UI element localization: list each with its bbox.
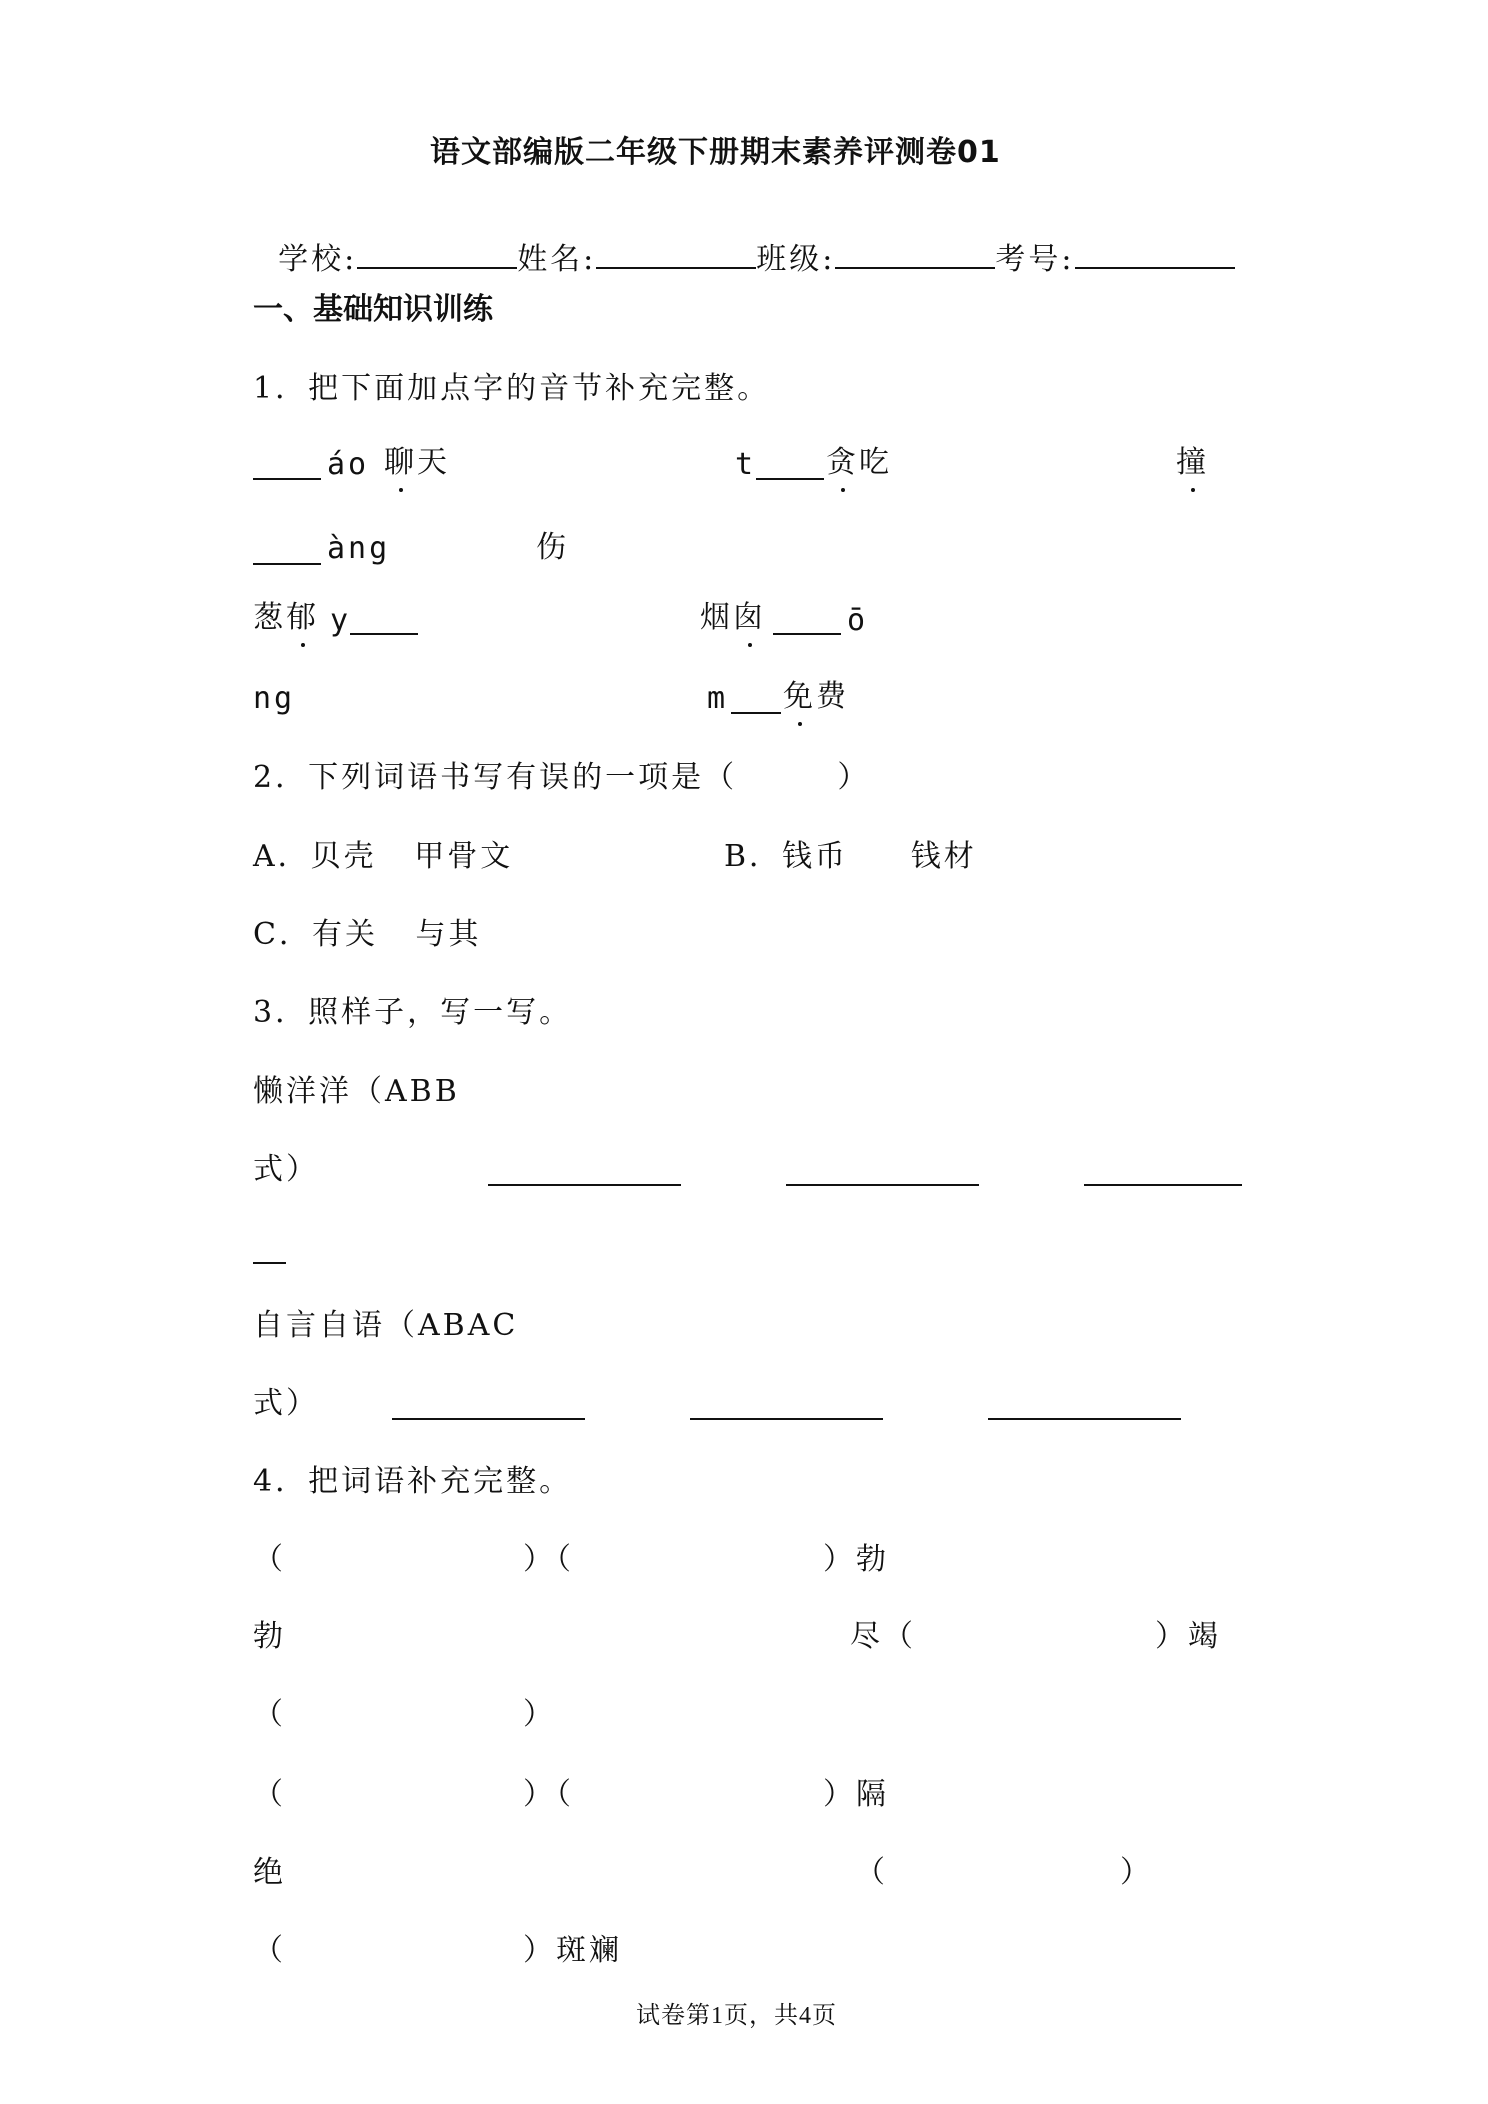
q4-w4-rparen: ） — [1120, 1855, 1153, 1890]
q2-option-a[interactable]: A．贝壳 甲骨文 — [253, 839, 514, 874]
q3-abb-blank-3-wrap[interactable] — [253, 1262, 286, 1264]
q3-example-abb: 懒洋洋（ABB — [253, 1074, 460, 1109]
dotted-char: 贪 — [826, 445, 859, 480]
q1-blank-f[interactable] — [731, 712, 781, 714]
q3-abac-blank-2[interactable] — [690, 1418, 883, 1420]
q1-word-b — [826, 445, 892, 480]
q1-word-d — [253, 600, 319, 635]
plain-char: 烟 — [700, 600, 733, 635]
name-field[interactable] — [596, 245, 756, 269]
plain-char: 葱 — [253, 600, 286, 635]
q4-w3-lparen: （ — [253, 1777, 286, 1812]
q1-pinyin-a: áo — [327, 447, 370, 482]
section-heading: 一、基础知识训练 — [253, 292, 493, 327]
dotted-char: 撞 — [1176, 445, 1209, 480]
dotted-char: 囱 — [733, 600, 766, 635]
q1-blank-b[interactable] — [756, 478, 824, 480]
q4-w1-char2: 勃 — [253, 1619, 286, 1654]
q3-example-abb-suffix: 式） — [253, 1152, 319, 1187]
q1-word-f — [783, 679, 849, 714]
q1-pinyin-d: y — [330, 603, 352, 638]
q1-prefix-b: t — [735, 447, 757, 482]
exam-no-field[interactable] — [1075, 245, 1235, 269]
q4-w5-lparen: （ — [253, 1933, 286, 1968]
q2-option-b[interactable]: B．钱币 钱材 — [724, 839, 977, 874]
dotted-char: 聊 — [384, 445, 417, 480]
page-title: 语文部编版二年级下册期末素养评测卷01 — [430, 135, 1001, 170]
q1-blank-d[interactable] — [350, 633, 418, 635]
q1-blank-c[interactable] — [253, 563, 321, 565]
q3-example-abac-suffix: 式） — [253, 1386, 319, 1421]
q1-pinyin-e2: ng — [253, 681, 296, 716]
q2-stem: 2．下列词语书写有误的一项是（ ） — [253, 760, 871, 795]
plain-char: 费 — [816, 679, 849, 714]
student-info-row — [253, 215, 1235, 275]
plain-char: 吃 — [859, 445, 892, 480]
q4-w4-lparen: （ — [855, 1855, 888, 1890]
q4-w3-char2: 绝 — [253, 1855, 286, 1890]
q4-w2-start: 尽（ — [850, 1619, 916, 1654]
name-label: 姓名: — [517, 242, 597, 277]
q1-stem: 1．把下面加点字的音节补充完整。 — [253, 371, 771, 406]
q3-abb-blank-3[interactable] — [1084, 1184, 1242, 1186]
q3-example-abac: 自言自语（ABAC — [253, 1308, 519, 1343]
q1-word-e — [700, 600, 766, 635]
q4-stem: 4．把词语补充完整。 — [253, 1464, 573, 1499]
q2-option-c[interactable]: C．有关 与其 — [253, 917, 482, 952]
class-field[interactable] — [835, 245, 995, 269]
q1-blank-a[interactable] — [253, 478, 321, 480]
class-label: 班级: — [756, 242, 836, 277]
q4-w3-mid: ）（ — [523, 1777, 574, 1812]
dotted-char: 郁 — [286, 600, 319, 635]
q1-char-c2: 伤 — [536, 530, 569, 565]
school-label: 学校: — [278, 242, 358, 277]
q3-stem: 3．照样子，写一写。 — [253, 995, 573, 1030]
q3-abac-blank-1[interactable] — [392, 1418, 585, 1420]
q4-w3-end: ）隔 — [823, 1777, 889, 1812]
exam-no-label: 考号: — [995, 242, 1075, 277]
q1-pinyin-e: ō — [847, 603, 869, 638]
q1-prefix-f: m — [707, 681, 729, 716]
q4-w1-mid: ）（ — [523, 1542, 574, 1577]
q3-abb-blank-2[interactable] — [786, 1184, 979, 1186]
q4-w2-rparen: ） — [523, 1697, 556, 1732]
q3-abb-blank-1[interactable] — [488, 1184, 681, 1186]
q4-w2-lparen: （ — [253, 1697, 286, 1732]
page-footer: 试卷第1页，共4页 — [636, 2003, 837, 2029]
q1-word-c — [1176, 445, 1209, 480]
school-field[interactable] — [357, 245, 517, 269]
plain-char: 天 — [417, 445, 450, 480]
q4-w1-lparen: （ — [253, 1542, 286, 1577]
q4-w1-end: ）勃 — [823, 1542, 889, 1577]
q1-word-a — [384, 445, 450, 480]
q1-pinyin-c: àng — [327, 531, 391, 566]
q4-w5-end: ）斑斓 — [523, 1933, 622, 1968]
q4-w2-end: ）竭 — [1155, 1619, 1221, 1654]
dotted-char: 免 — [783, 679, 816, 714]
q1-blank-e[interactable] — [773, 633, 841, 635]
q3-abac-blank-3[interactable] — [988, 1418, 1181, 1420]
